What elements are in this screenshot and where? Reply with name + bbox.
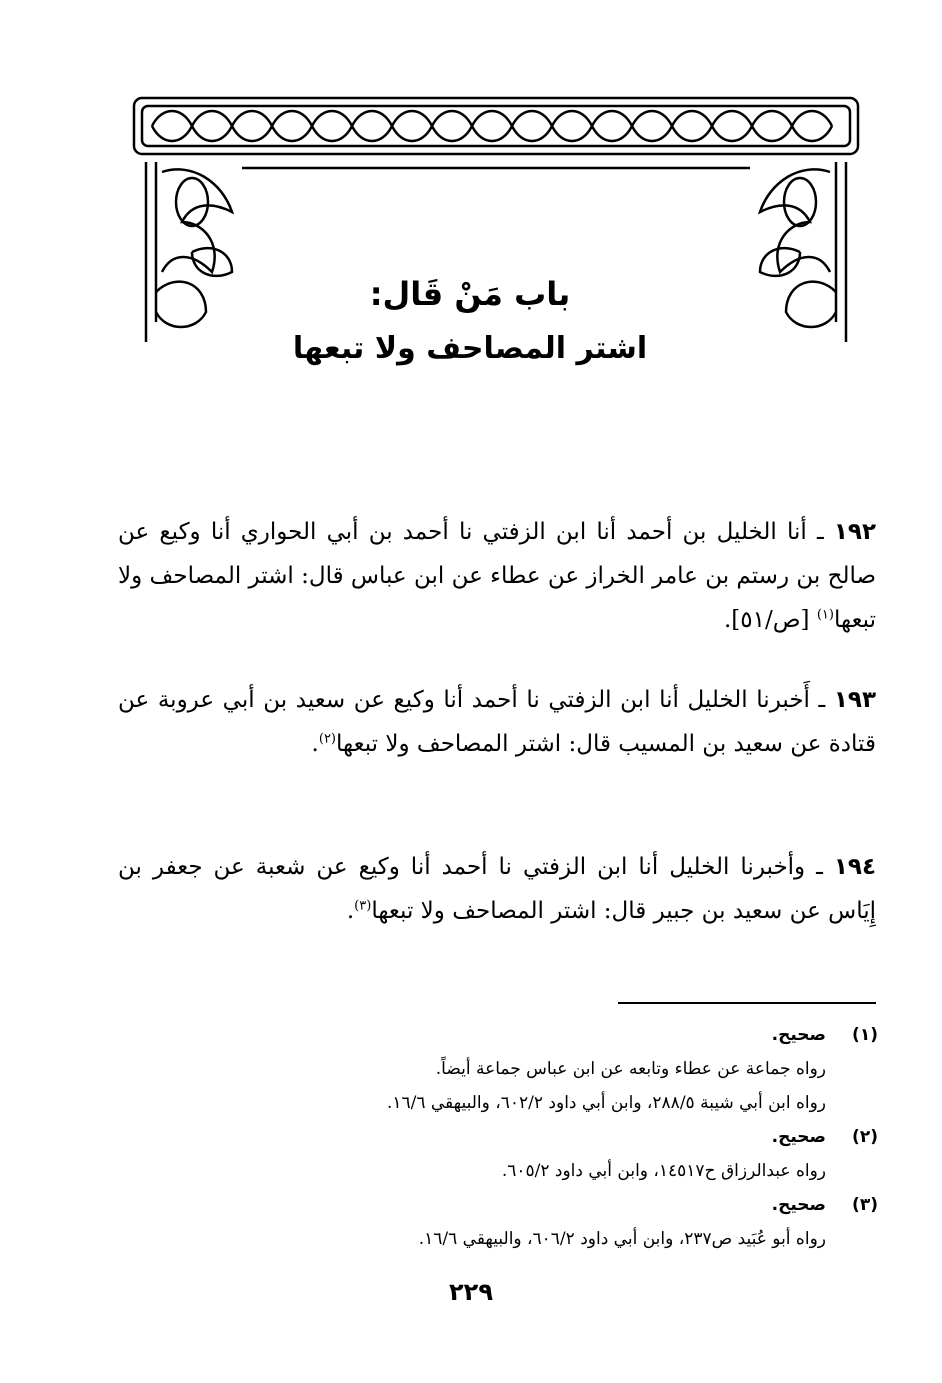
- footnote-number: (١): [852, 1025, 878, 1045]
- footnote-ref: (٣): [354, 898, 372, 914]
- hadith-text: ـ أَخبرنا الخليل أنا ابن الزفتي نا أحمد أنا وكيع عن سعيد بن أبي عروبة عن قتادة عن سعيد بن المسيب قال: اشتر المصاحف ولا تبعها: [118, 687, 876, 757]
- hadith-193: [118, 678, 876, 766]
- page-number: ٢٢٩: [449, 1278, 493, 1306]
- hadith-192: [118, 510, 876, 642]
- footnote-grade: صحيح.: [771, 1025, 826, 1045]
- hadith-194: [118, 845, 876, 933]
- hadith-text: ـ أنا الخليل بن أحمد أنا ابن الزفتي نا أحمد بن أبي الحواري أنا وكيع عن صالح بن رستم بن عامر الخراز عن عطاء عن ابن عباس قال: اشتر المصاحف ولا تبعها: [118, 519, 876, 633]
- footnote-grade: صحيح.: [771, 1195, 826, 1215]
- footnote-number: (٢): [852, 1127, 878, 1147]
- footnote-line: رواه جماعة عن عطاء وتابعه عن ابن عباس جماعة أيضاً.: [435, 1059, 826, 1079]
- hadith-number: ١٩٢: [833, 519, 877, 545]
- footnote-line: رواه ابن أبي شيبة ٢٨٨/٥، وابن أبي داود ٦٠٢/٢، والبيهقي ١٦/٦.: [386, 1093, 826, 1113]
- footnote-1: [250, 1018, 878, 1120]
- footnote-divider: [618, 1002, 876, 1004]
- footnotes: [250, 1018, 878, 1256]
- hadith-number: ١٩٤: [833, 854, 877, 880]
- footnote-3: [250, 1188, 878, 1256]
- chapter-title: [250, 272, 690, 374]
- footnote-ref: (٢): [318, 731, 336, 747]
- chapter-title-line1: باب مَنْ قَال:: [369, 275, 571, 313]
- hadith-trailer: .: [311, 731, 319, 757]
- footnote-number: (٣): [852, 1195, 878, 1215]
- footnote-ref: (١): [816, 607, 834, 623]
- footnote-line: رواه أبو عُبَيد ص٢٣٧، وابن أبي داود ٦٠٦/٢، والبيهقي ١٦/٦.: [418, 1229, 826, 1249]
- hadith-text: ـ وأخبرنا الخليل أنا ابن الزفتي نا أحمد أنا وكيع عن شعبة عن جعفر بن إِيَاس عن سعيد بن جبير قال: اشتر المصاحف ولا تبعها: [118, 854, 876, 924]
- footnote-line: رواه عبدالرزاق ح١٤٥١٧، وابن أبي داود ٦٠٥/٢.: [501, 1161, 826, 1181]
- footnote-2: [250, 1120, 878, 1188]
- hadith-trailer: [ص/٥١].: [723, 607, 817, 633]
- footnote-grade: صحيح.: [771, 1127, 826, 1147]
- hadith-number: ١٩٣: [833, 687, 876, 713]
- chapter-title-line2: اشتر المصاحف ولا تبعها: [292, 331, 648, 366]
- hadith-trailer: .: [346, 898, 355, 924]
